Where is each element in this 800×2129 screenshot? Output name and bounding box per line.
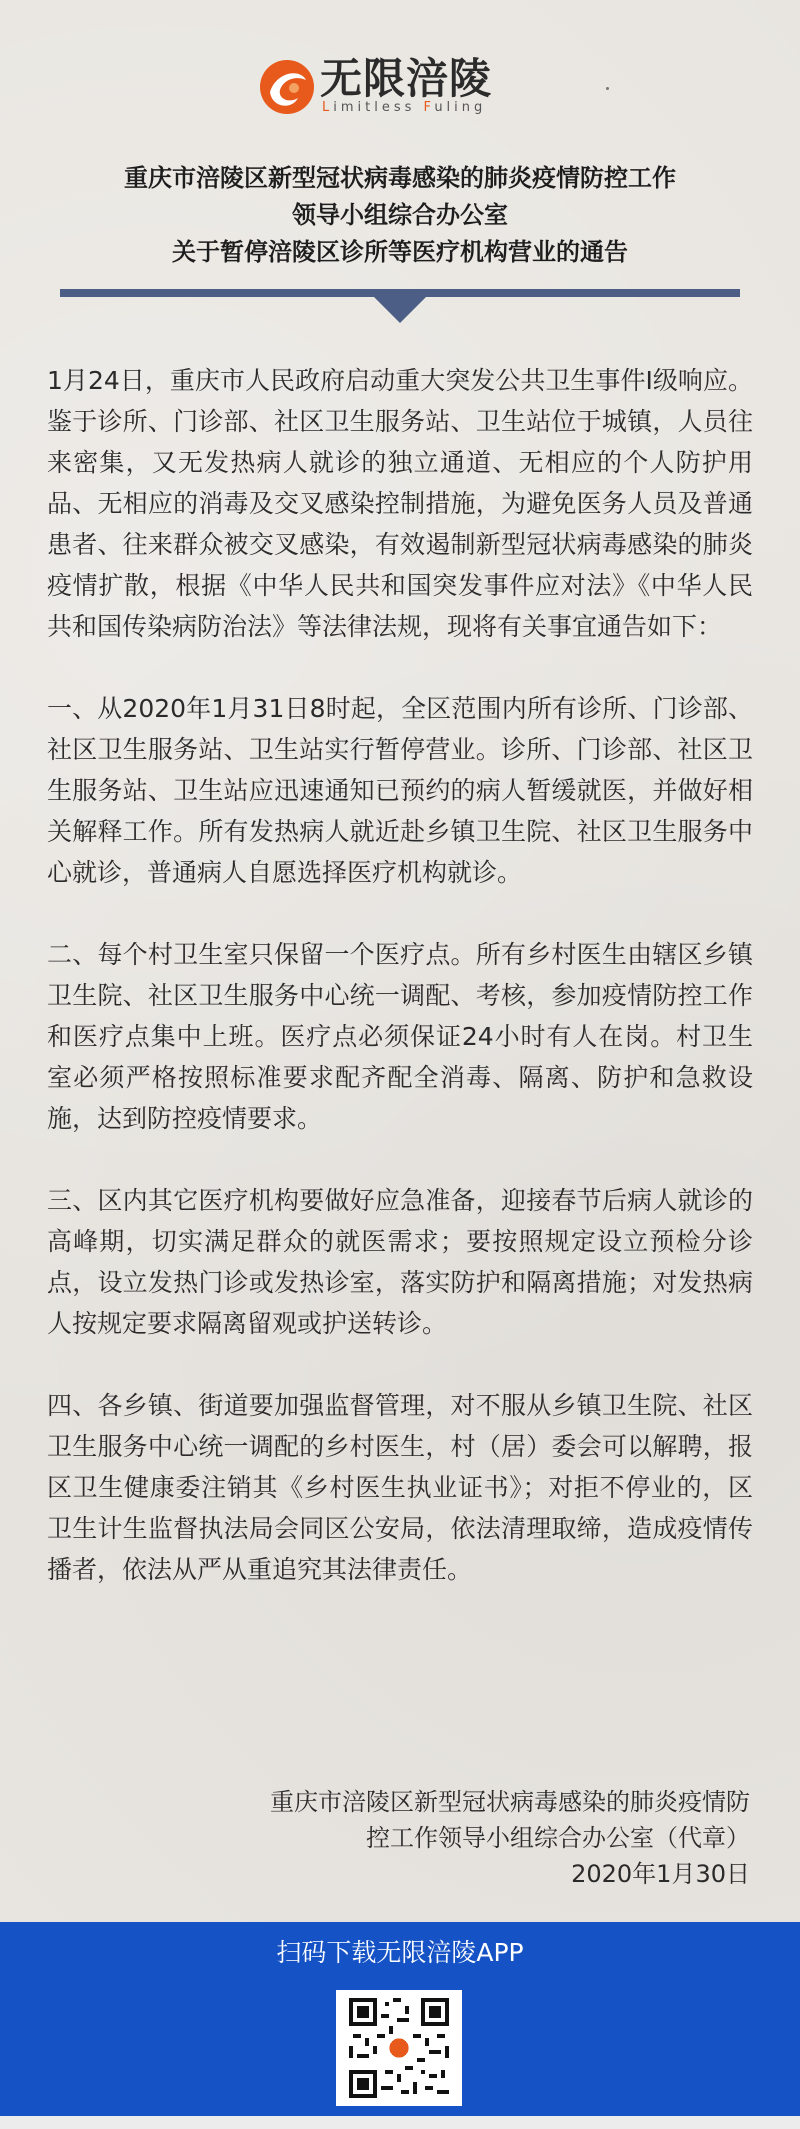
brand-logo [258, 56, 508, 118]
signature-block [190, 1784, 750, 1892]
divider-arrow-icon [374, 297, 426, 323]
brand-name: 无限涪陵 [320, 54, 493, 103]
title-line-1: 重庆市涪陵区新型冠状病毒感染的肺炎疫情防控工作 [124, 164, 676, 192]
tagline-initial-l: L [322, 100, 334, 115]
title-divider [60, 289, 740, 297]
qr-code-panel[interactable] [336, 1990, 462, 2106]
title-line-3: 关于暂停涪陵区诊所等医疗机构营业的通告 [172, 238, 628, 266]
signature-line-2: 控工作领导小组综合办公室（代章） [366, 1824, 750, 1852]
notice-title [40, 160, 760, 271]
bottom-strip [0, 2116, 800, 2129]
item-2-paragraph: 二、每个村卫生室只保留一个医疗点。所有乡村医生由辖区乡镇卫生院、社区卫生服务中心统一调配、考核，参加疫情防控工作和医疗点集中上班。医疗点必须保证24小时有人在岗。村卫生室必须严格按照标准要求配齐配全消毒、隔离、防护和急救设施，达到防控疫情要求。 [47, 940, 753, 1133]
brand-tagline [322, 100, 486, 115]
signature-date: 2020年1月30日 [571, 1860, 750, 1888]
tagline-initial-f: F [423, 100, 435, 115]
item-4-paragraph: 四、各乡镇、街道要加强监督管理，对不服从乡镇卫生院、社区卫生服务中心统一调配的乡村医生，村（居）委会可以解聘，报区卫生健康委注销其《乡村医生执业证书》；对拒不停业的，区卫生计生监督执法局会同区公安局，依法清理取缔，造成疫情传播者，依法从严从重追究其法律责任。 [47, 1391, 753, 1584]
intro-paragraph: 1月24日，重庆市人民政府启动重大突发公共卫生事件Ⅰ级响应。鉴于诊所、门诊部、社区卫生服务站、卫生站位于城镇，人员往来密集，又无发热病人就诊的独立通道、无相应的个人防护用品、无相应的消毒及交叉感染控制措施，为避免医务人员及普通患者、往来群众被交叉感染，有效遏制新型冠状病毒感染的肺炎疫情扩散，根据《中华人民共和国突发事件应对法》《中华人民共和国传染病防治法》等法律法规，现将有关事宜通告如下： [47, 366, 753, 641]
qr-code-icon[interactable] [349, 1998, 449, 2098]
tagline-part-2: uling [434, 100, 487, 115]
notice-body [47, 360, 753, 1631]
signature-line-1: 重庆市涪陵区新型冠状病毒感染的肺炎疫情防 [270, 1788, 750, 1816]
limitless-fuling-logo-icon [258, 58, 316, 116]
title-line-2: 领导小组综合办公室 [292, 201, 508, 229]
item-3-paragraph: 三、区内其它医疗机构要做好应急准备，迎接春节后病人就诊的高峰期，切实满足群众的就医需求；要按照规定设立预检分诊点，设立发热门诊或发热诊室，落实防护和隔离措施；对发热病人按规定要求隔离留观或护送转诊。 [47, 1186, 753, 1338]
item-1-paragraph: 一、从2020年1月31日8时起，全区范围内所有诊所、门诊部、社区卫生服务站、卫生站实行暂停营业。诊所、门诊部、社区卫生服务站、卫生站应迅速通知已预约的病人暂缓就医，并做好相关解释工作。所有发热病人就近赴乡镇卫生院、社区卫生服务中心就诊，普通病人自愿选择医疗机构就诊。 [47, 694, 753, 887]
tagline-part-1: imitless [333, 100, 424, 115]
download-app-label: 扫码下载无限涪陵APP [276, 1938, 524, 1967]
speck [606, 87, 609, 90]
